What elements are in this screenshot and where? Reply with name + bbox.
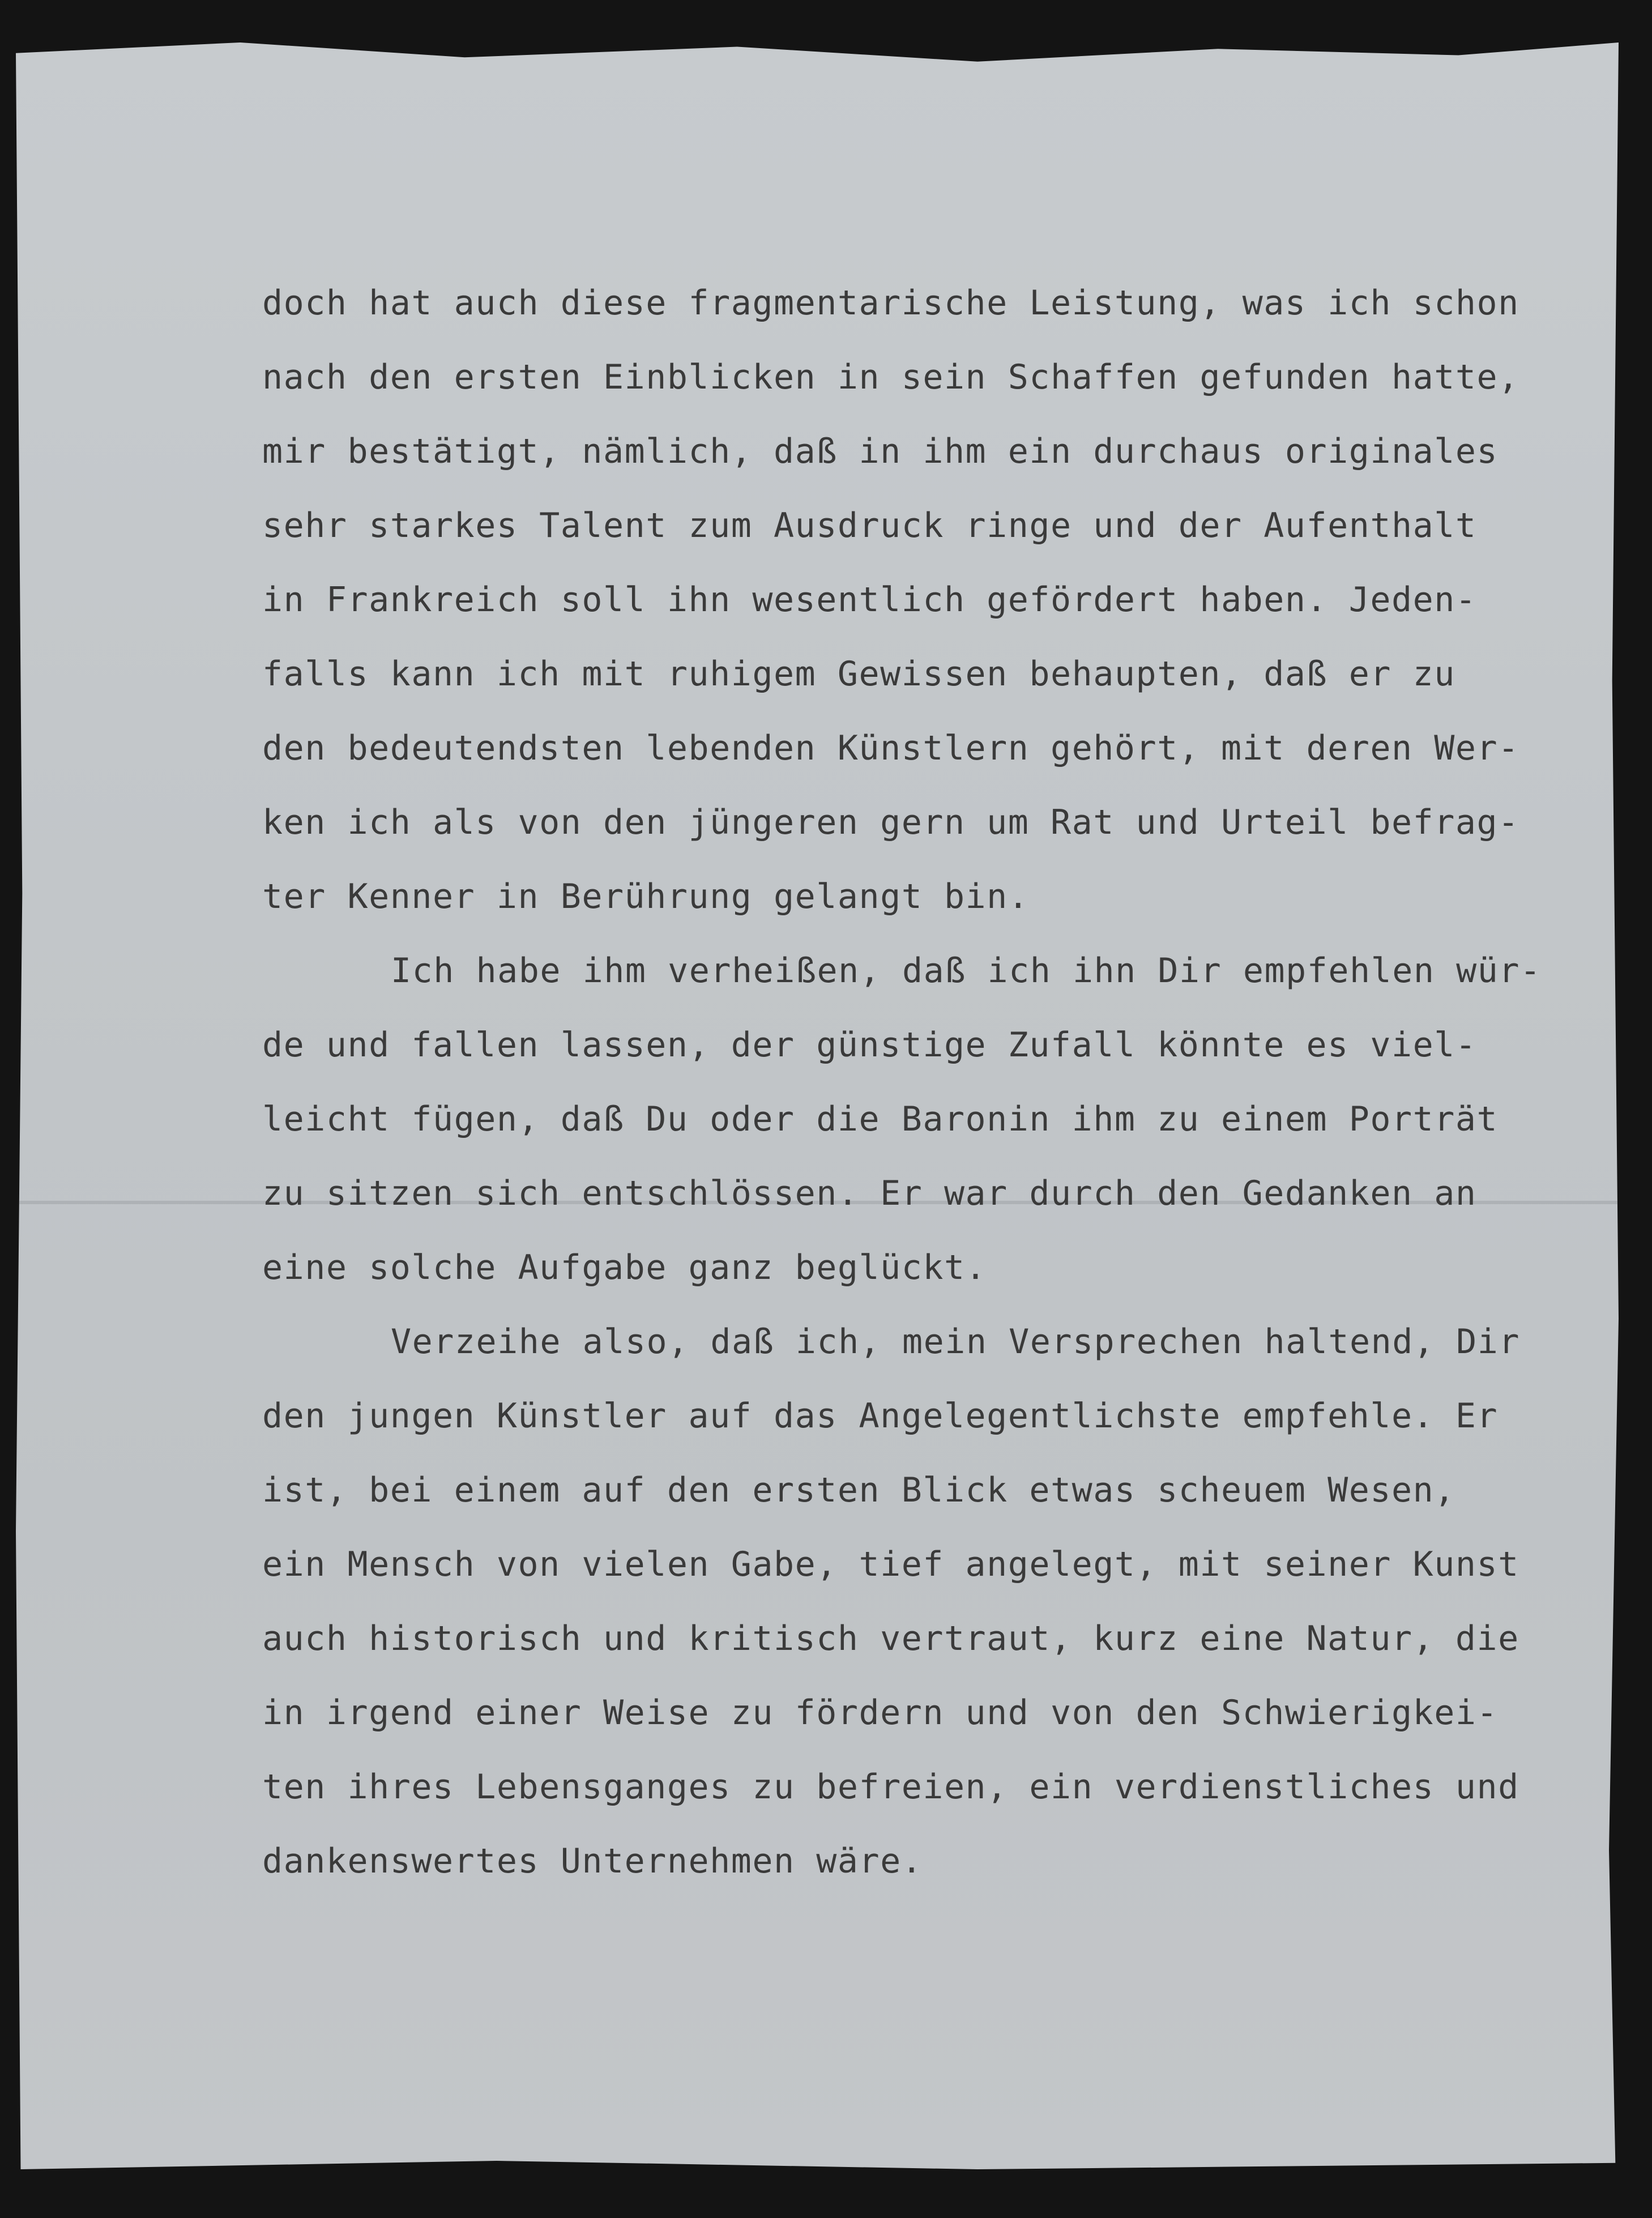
text-line: ten ihres Lebensganges zu befreien, ein verdienstliches und <box>262 1767 1519 1807</box>
text-line: in Frankreich soll ihn wesentlich gefördert haben. Jeden- <box>262 580 1477 620</box>
text-line: ken ich als von den jüngeren gern um Rat und Urteil befrag- <box>262 803 1519 842</box>
letter-body <box>262 266 1610 1899</box>
text-line: zu sitzen sich entschlössen. Er war durch den Gedanken an <box>262 1174 1477 1213</box>
text-line: de und fallen lassen, der günstige Zufall könnte es viel- <box>262 1025 1477 1065</box>
text-line: leicht fügen, daß Du oder die Baronin ihm zu einem Porträt <box>262 1099 1499 1139</box>
text-line: ter Kenner in Berührung gelangt bin. <box>262 877 1030 916</box>
text-line: den bedeutendsten lebenden Künstlern gehört, mit deren Wer- <box>262 728 1519 768</box>
text-line: doch hat auch diese fragmentarische Leistung, was ich schon <box>262 283 1519 323</box>
text-line: dankenswertes Unternehmen wäre. <box>262 1841 923 1881</box>
text-line: ein Mensch von vielen Gabe, tief angelegt, mit seiner Kunst <box>262 1545 1519 1584</box>
text-line: falls kann ich mit ruhigem Gewissen behaupten, daß er zu <box>262 654 1455 694</box>
text-line: mir bestätigt, nämlich, daß in ihm ein durchaus originales <box>262 432 1499 471</box>
text-line: den jungen Künstler auf das Angelegentlichste empfehle. Er <box>262 1396 1499 1436</box>
text-line: in irgend einer Weise zu fördern und von den Schwierigkei- <box>262 1693 1499 1733</box>
text-line: eine solche Aufgabe ganz beglückt. <box>262 1248 987 1287</box>
text-line: sehr starkes Talent zum Ausdruck ringe und der Aufenthalt <box>262 506 1477 545</box>
text-line-paragraph-start: Ich habe ihm verheißen, daß ich ihn Dir empfehlen wür- <box>391 951 1542 991</box>
text-line: nach den ersten Einblicken in sein Schaffen gefunden hatte, <box>262 357 1519 397</box>
text-line-paragraph-start: Verzeihe also, daß ich, mein Versprechen haltend, Dir <box>391 1322 1521 1362</box>
text-line: ist, bei einem auf den ersten Blick etwas scheuem Wesen, <box>262 1470 1455 1510</box>
text-line: auch historisch und kritisch vertraut, kurz eine Natur, die <box>262 1619 1519 1658</box>
